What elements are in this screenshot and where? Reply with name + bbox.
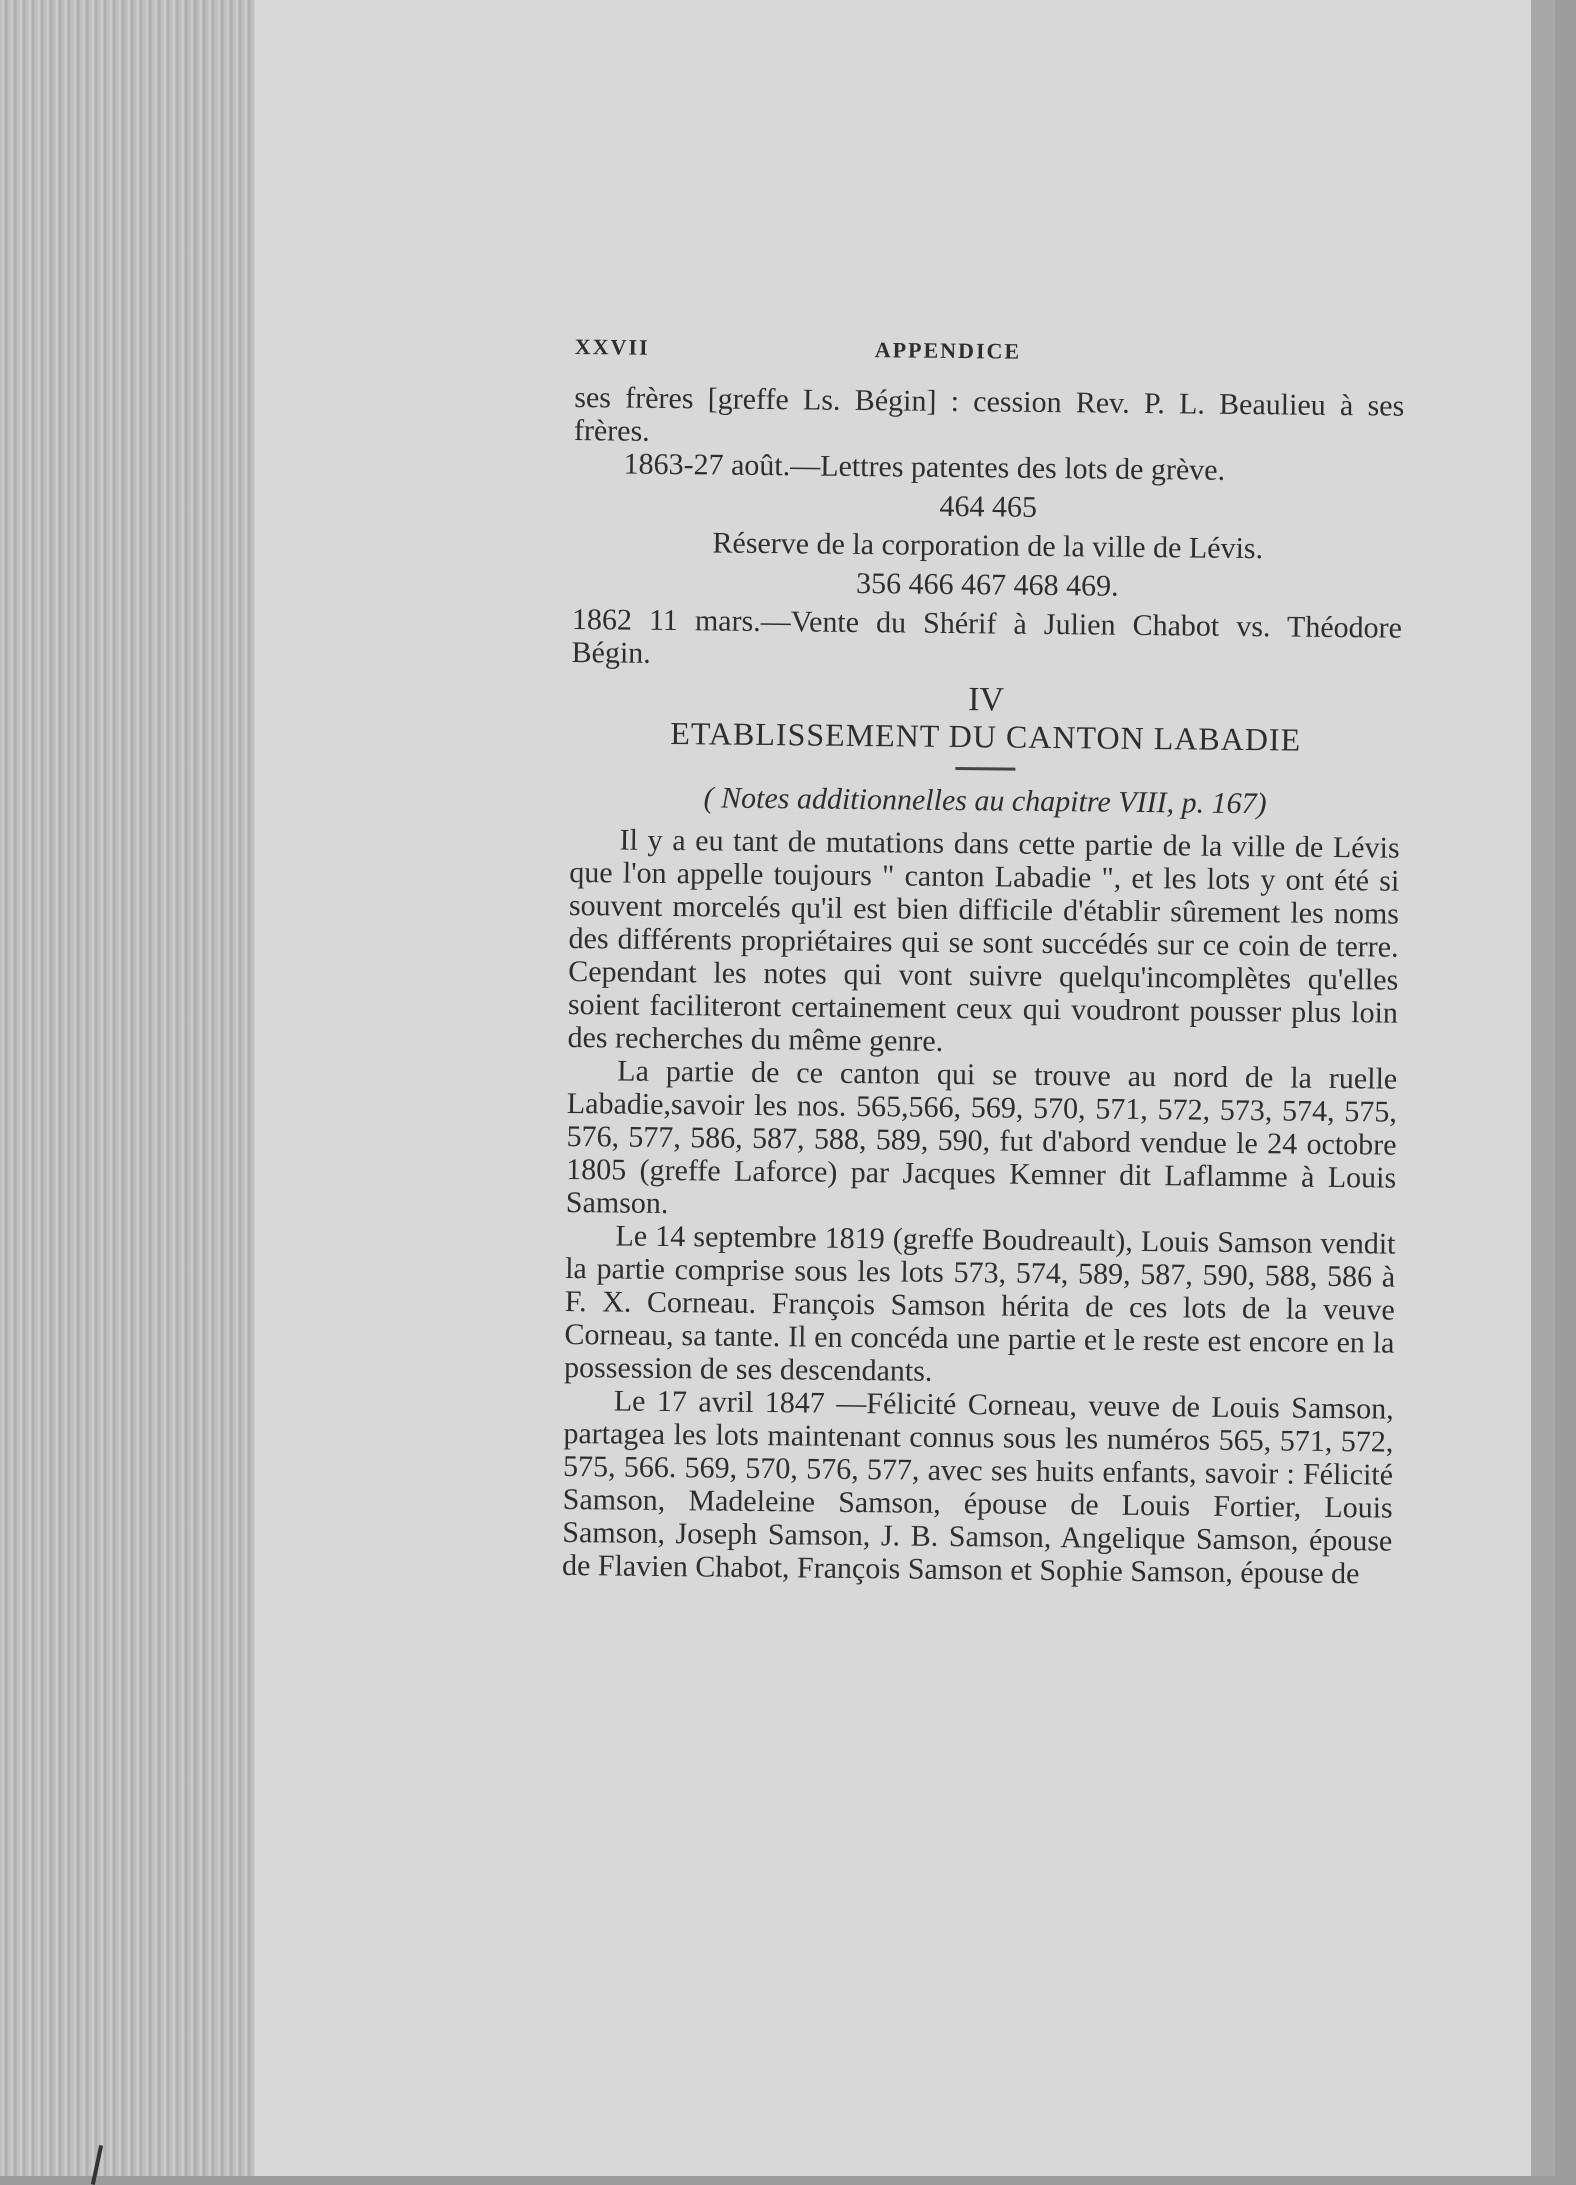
intro-line-2: 1863-27 août.—Lettres patentes des lots de grève. [623,447,1226,487]
page-folio: XXVII [574,333,650,360]
lot-numbers-2: 356 466 467 468 469. [855,566,1119,603]
paragraph-3: Le 14 septembre 1819 (greffe Boudreault), Louis Samson vendit la partie comprise sous les lots 573, 574, 589, 587, 590, 588, 586 à F. X. Corneau. François Samson hérita de ces lots de la veuve Corneau, sa tante. Il en concéda une partie et le reste est encore en la possession de ses descendants. [563,1219,1396,1388]
section-title: ETABLISSEMENT DU CANTON LABADIE [670,715,1302,758]
sale-line: 1862 11 mars.—Vente du Shérif à Julien Chabot vs. Théodore Bégin. [571,602,1403,670]
running-title: APPENDICE [874,337,1022,364]
page-content [562,330,1405,1591]
intro-line-1: ses frères [greffe Ls. Bégin] : cession Rev. P. L. Beaulieu à ses frères. [573,380,1405,448]
page-right-edge [1531,0,1555,2176]
book-page-edges [0,0,260,2176]
section-subtitle: ( Notes additionnelles au chapitre VIII, p. 167) [703,781,1267,821]
paragraph-2: La partie de ce canton qui se trouve au nord de la ruelle Labadie,savoir les nos. 565,566, 569, 570, 571, 572, 573, 574, 575, 576, 577, 586, 587, 588, 589, 590, fut d'abord vendue le 24 octobre 1805 (greffe Laforce) par Jacques Kemner dit Laflamme à Louis Samson. [565,1054,1398,1221]
paragraph-4: Le 17 avril 1847 —Félicité Corneau, veuve de Louis Samson, partagea les lots maintenant connus sous les numéros 565, 571, 572, 575, 566. 569, 570, 576, 577, avec ses huits enfants, savoir : Félicité Samson, Madeleine Samson, épouse de Louis Fortier, Louis Samson, Joseph Samson, J. B. Samson, Angelique Samson, épouse de Flavien Chabot, François Samson et Sophie Samson, épouse de [561,1384,1394,1591]
section-number: IV [968,681,1005,719]
lot-numbers-1: 464 465 [939,489,1038,524]
reserve-line: Réserve de la corporation de la ville de Lévis. [712,526,1264,566]
paragraph-1: Il y a eu tant de mutations dans cette partie de la ville de Lévis que l'on appelle toujours " canton Labadie ", et les lots y ont été si souvent morcelés qu'il est bien difficile d'établir sûrement les noms des différents propriétaires qui se sont succédés sur ce coin de terre. Cependant les notes qui vont suivre quelqu'incomplètes qu'elles soient faciliteront certainement ceux qui voudront pousser plus loin des recherches du même genre. [567,823,1400,1058]
section-rule [955,767,1015,771]
